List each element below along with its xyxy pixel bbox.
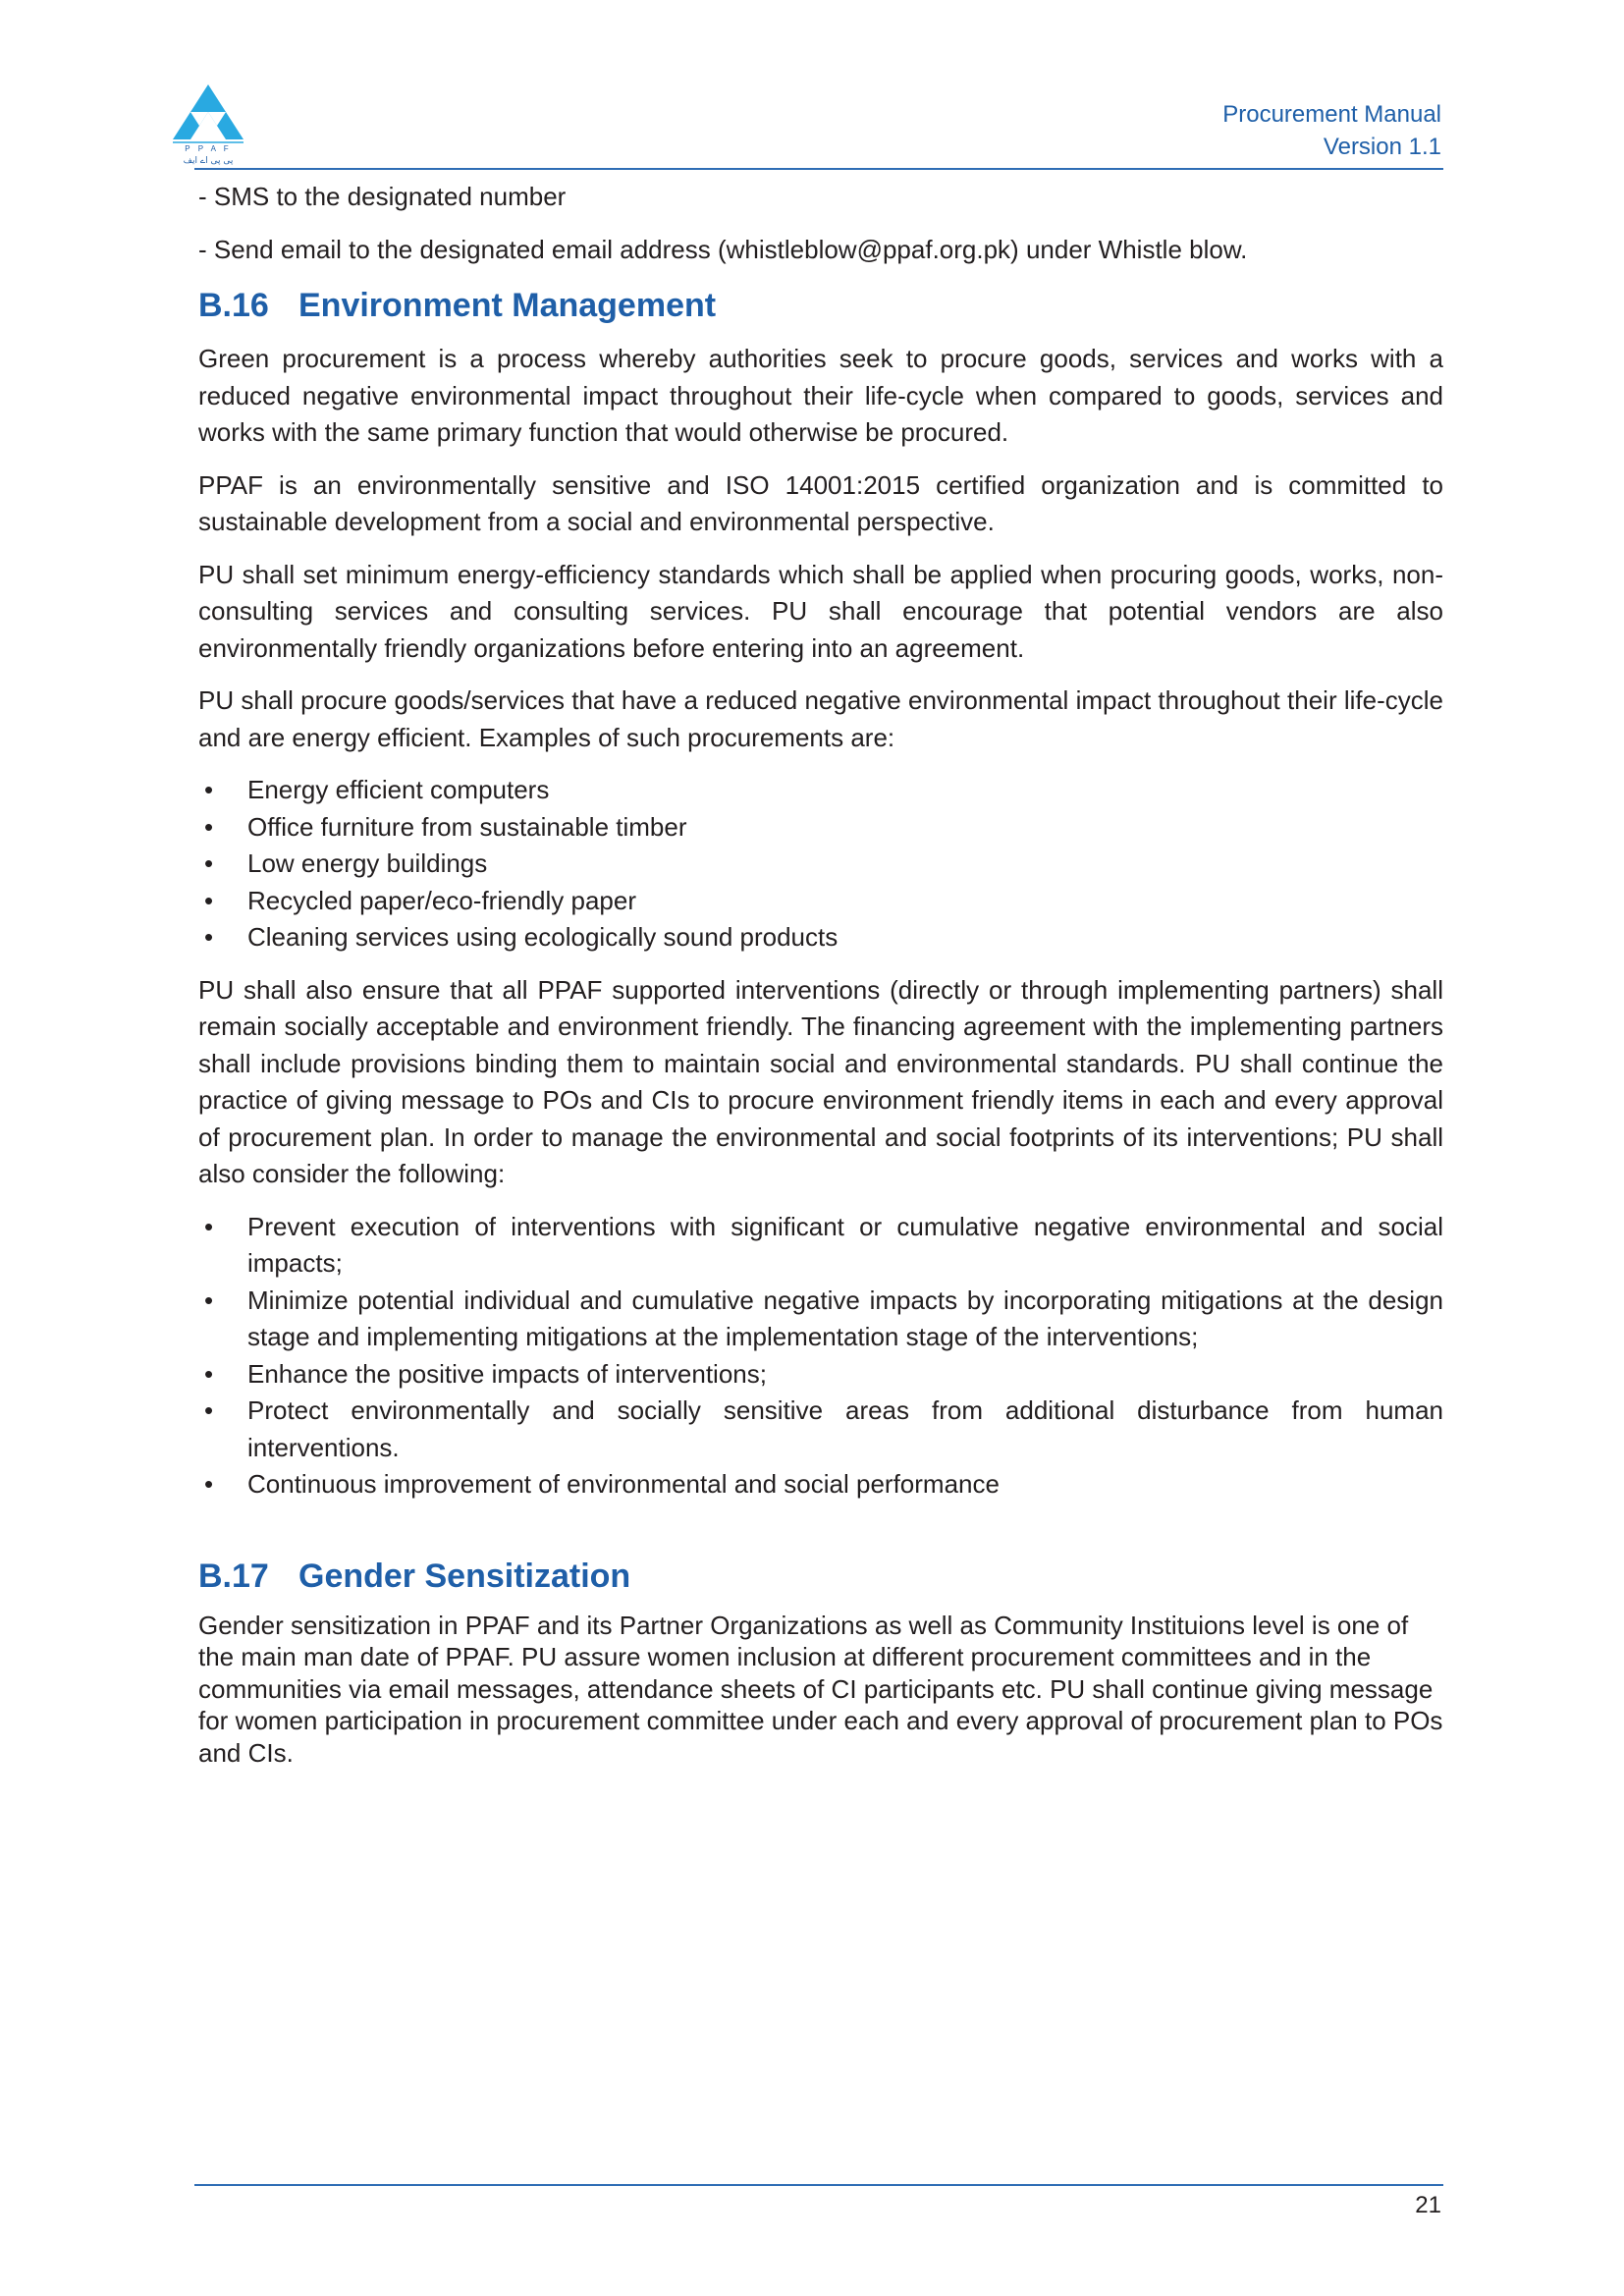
bullet-icon: • [204,1469,214,1499]
section-heading-b16 [198,284,1443,327]
bullet-icon: • [204,775,214,804]
paragraph: PU shall set minimum energy-efficiency standards which shall be applied when procuring goods, works, non-consulting services and consulting services. PU shall encourage that potential vendors are also environmentally friendly organizations before entering into an agreement. [198,559,1443,663]
bullet-icon: • [204,885,214,915]
list-item: • Minimize potential individual and cumulative negative impacts by incorporating mitigations at the design stage and implementing mitigations at the implementation stage of the interventions; [198,1283,1443,1356]
bullet-icon: • [204,1358,214,1389]
bullet-icon: • [204,811,214,842]
svg-text:P P A F: P P A F [185,144,232,153]
list-item: • Recycled paper/eco-friendly paper [198,883,1443,920]
list-item: • Cleaning services using ecologically sound products [198,919,1443,957]
manual-title: Procurement Manual [1222,101,1441,128]
paragraph: PPAF is an environmentally sensitive and ISO 14001:2015 certified organization and is committed to sustainable development from a social and environmental perspective. [198,469,1443,536]
list-item: • Protect environmentally and socially sensitive areas from additional disturbance from human interventions. [198,1393,1443,1466]
paragraph: PU shall procure goods/services that have a reduced negative environmental impact throughout their life-cycle and are energy efficient. Examples of such procurements are: [198,685,1443,752]
bullet-icon: • [204,1285,214,1315]
paragraph: PU shall also ensure that all PPAF supported interventions (directly or through implementing partners) shall remain socially acceptable and environment friendly. The financing agreement with the implementing partners shall include provisions binding them to maintain social and environmental standards. PU shall continue the practice of giving message to POs and CIs to procure environment friendly items in each and every approval of procurement plan. In order to manage the environmental and social footprints of its interventions; PU shall also consider the following: [198,974,1443,1188]
bullet-icon: • [204,922,214,952]
section-title: Environment Management [298,287,717,324]
list-item: • Enhance the positive impacts of interventions; [198,1356,1443,1394]
svg-text:پی پی اے ایف: پی پی اے ایف [183,156,234,165]
manual-version: Version 1.1 [1323,134,1441,160]
ppaf-logo [167,82,249,165]
section-title: Gender Sensitization [298,1557,631,1595]
considerations-list [198,1209,1443,1503]
list-item: • Continuous improvement of environmental and social performance [198,1466,1443,1503]
section-heading-b17 [198,1555,1443,1598]
paragraph: Gender sensitization in PPAF and its Partner Organizations as well as Community Instituions level is one of the main man date of PPAF. PU assure women inclusion at different procurement committees and in the communities via email messages, attendance sheets of CI participants etc. PU shall continue giving message for women participation in procurement committee under each and every approval of procurement plan to POs and CIs. [198,1610,1443,1768]
section-number: B.17 [198,1557,269,1595]
footer-divider [194,2184,1443,2186]
intro-line: - SMS to the designated number [198,182,567,211]
header-divider [194,168,1443,170]
list-item: • Prevent execution of interventions with significant or cumulative negative environmental and social impacts; [198,1209,1443,1283]
main-content [198,179,1443,1769]
bullet-icon: • [204,848,214,878]
running-header [1222,98,1441,163]
bullet-icon: • [204,1211,214,1241]
paragraph: Green procurement is a process whereby authorities seek to procure goods, services and works with a reduced negative environmental impact throughout their life-cycle when compared to goods, services and works with the same primary function that would otherwise be procured. [198,344,1443,447]
examples-list [198,772,1443,957]
section-number: B.16 [198,287,269,324]
list-item: • Energy efficient computers [198,772,1443,809]
list-item: • Low energy buildings [198,846,1443,883]
bullet-icon: • [204,1395,214,1425]
intro-line: - Send email to the designated email address (whistleblow@ppaf.org.pk) under Whistle blow. [198,234,1248,264]
page-number: 21 [1415,2192,1441,2218]
list-item: • Office furniture from sustainable timber [198,809,1443,847]
